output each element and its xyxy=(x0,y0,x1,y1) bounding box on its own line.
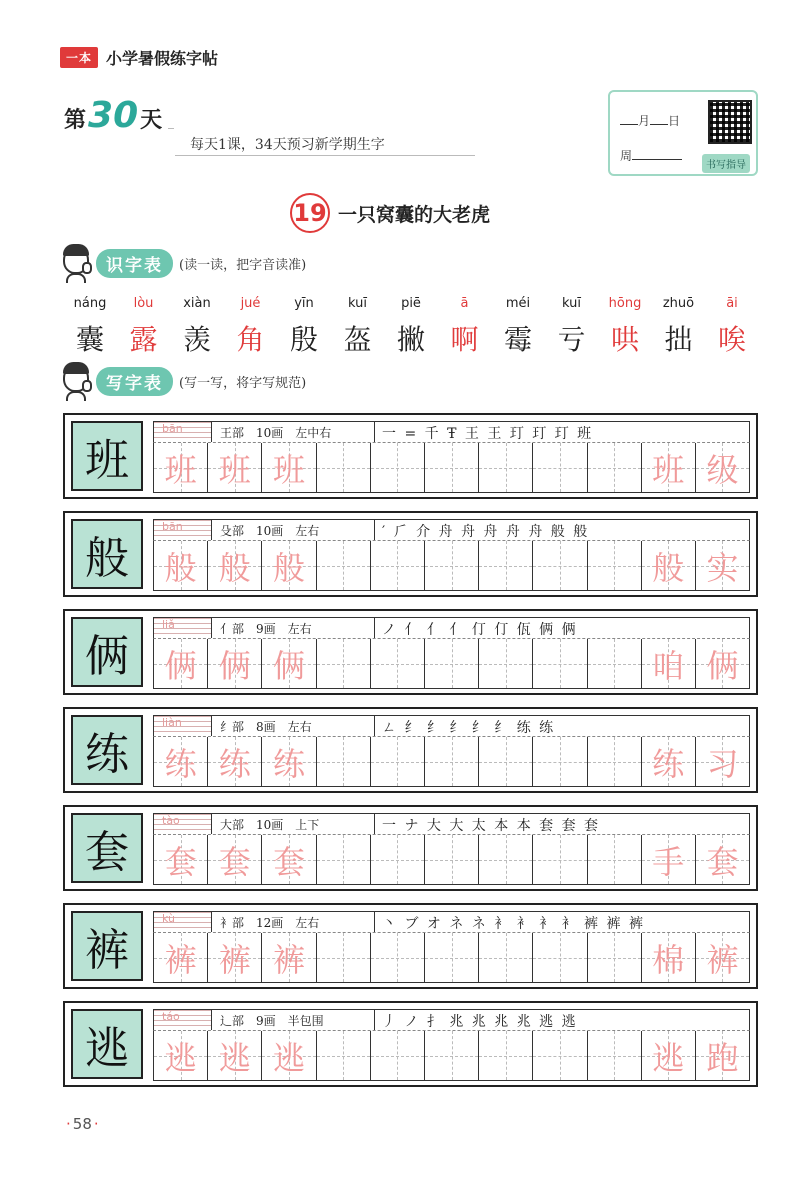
pinyin-box xyxy=(154,422,212,442)
radical-strokes-structure: 大部 10画 上下 xyxy=(220,818,320,832)
trace-char: 实 xyxy=(706,548,739,587)
practice-cell[interactable] xyxy=(154,639,208,688)
trace-char: 练 xyxy=(218,744,251,783)
model-char-box xyxy=(71,519,143,589)
trace-char: 班 xyxy=(652,450,685,489)
practice-cell[interactable] xyxy=(371,443,425,492)
trace-char: 跑 xyxy=(706,1038,739,1077)
recognize-char: 露 xyxy=(129,323,158,356)
info-divider xyxy=(374,814,375,834)
practice-cell[interactable] xyxy=(533,835,587,884)
stroke-order: 丶 ブ オ ネ ネ 衤 衤 衤 衤 裤 裤 裤 xyxy=(382,916,645,932)
radical-strokes-structure: 亻部 9画 左右 xyxy=(220,622,312,636)
practice-cell[interactable] xyxy=(371,541,425,590)
trace-char: 俩 xyxy=(706,646,739,685)
model-char-box xyxy=(71,421,143,491)
stroke-order: 一 = 千 Ŧ 王 王 玎 玎 玎 班 xyxy=(382,426,594,442)
trace-char: 套 xyxy=(706,842,739,881)
practice-cell[interactable] xyxy=(371,1031,425,1080)
stroke-order: 丿 ノ 扌 兆 兆 兆 兆 逃 逃 xyxy=(382,1014,578,1030)
practice-cell[interactable] xyxy=(642,541,696,590)
model-char: 班 xyxy=(85,435,129,486)
trace-char: 逃 xyxy=(218,1038,251,1077)
practice-cell[interactable] xyxy=(317,639,371,688)
practice-cell[interactable] xyxy=(533,933,587,982)
writing-kid-icon xyxy=(60,362,94,400)
recognize-item xyxy=(276,296,332,358)
practice-cell[interactable] xyxy=(533,443,587,492)
day-prefix: 第 xyxy=(64,108,87,133)
info-divider xyxy=(374,1010,375,1030)
recognize-item xyxy=(597,296,653,358)
date-month-day xyxy=(620,112,680,129)
date-week: 周 xyxy=(620,149,633,163)
recognize-badge: 识字表 xyxy=(96,249,173,278)
slogan-rule xyxy=(168,128,174,134)
trace-char: 班 xyxy=(272,450,305,489)
practice-cell[interactable] xyxy=(533,639,587,688)
trace-char: 般 xyxy=(272,548,305,587)
practice-cell[interactable] xyxy=(208,541,262,590)
practice-cell[interactable] xyxy=(317,933,371,982)
lesson-number: 19 xyxy=(290,193,330,233)
practice-grid xyxy=(153,737,750,787)
stroke-order: ′ ⺁ 介 舟 舟 舟 舟 舟 般 般 xyxy=(382,524,590,540)
practice-cell[interactable] xyxy=(208,737,262,786)
practice-cell[interactable] xyxy=(317,443,371,492)
practice-cell[interactable] xyxy=(479,541,533,590)
practice-cell[interactable] xyxy=(262,933,316,982)
recognize-char: 盔 xyxy=(343,323,372,356)
recognize-char: 拙 xyxy=(664,323,693,356)
write-row xyxy=(63,1001,758,1087)
pinyin-box xyxy=(154,716,212,736)
pinyin-box xyxy=(154,814,212,834)
practice-cell[interactable] xyxy=(262,443,316,492)
trace-char: 套 xyxy=(164,842,197,881)
info-divider xyxy=(374,618,375,638)
practice-cell[interactable] xyxy=(479,737,533,786)
practice-cell[interactable] xyxy=(154,443,208,492)
practice-cell[interactable] xyxy=(371,737,425,786)
recognize-item xyxy=(62,296,118,358)
date-day: 日 xyxy=(668,114,681,128)
trace-char: 套 xyxy=(272,842,305,881)
practice-cell[interactable] xyxy=(317,541,371,590)
recognize-item xyxy=(544,296,600,358)
trace-char: 裤 xyxy=(164,940,197,979)
practice-cell[interactable] xyxy=(425,835,479,884)
stroke-order: ㄥ 纟 纟 纟 纟 纟 练 练 xyxy=(382,720,556,736)
char-pinyin: bān xyxy=(162,422,183,435)
recognize-pinyin: hōng xyxy=(608,296,642,311)
recognize-pinyin: zhuō xyxy=(662,296,695,311)
practice-cell[interactable] xyxy=(588,737,642,786)
write-row xyxy=(63,609,758,695)
practice-cell[interactable] xyxy=(696,1031,749,1080)
practice-cell[interactable] xyxy=(208,639,262,688)
practice-cell[interactable] xyxy=(588,443,642,492)
recognize-pinyin: piē xyxy=(401,296,421,311)
practice-cell[interactable] xyxy=(371,933,425,982)
practice-cell[interactable] xyxy=(696,737,749,786)
trace-char: 裤 xyxy=(218,940,251,979)
recognize-item xyxy=(169,296,225,358)
practice-cell[interactable] xyxy=(642,443,696,492)
practice-cell[interactable] xyxy=(262,835,316,884)
recognize-pinyin: yīn xyxy=(294,296,314,311)
write-row xyxy=(63,903,758,989)
practice-cell[interactable] xyxy=(262,737,316,786)
recognize-char: 哄 xyxy=(610,323,639,356)
practice-cell[interactable] xyxy=(479,1031,533,1080)
model-char-box xyxy=(71,911,143,981)
practice-cell[interactable] xyxy=(696,443,749,492)
practice-cell[interactable] xyxy=(479,639,533,688)
char-pinyin: liǎ xyxy=(162,618,175,631)
practice-cell[interactable] xyxy=(425,737,479,786)
practice-cell[interactable] xyxy=(642,933,696,982)
recognize-char: 殷 xyxy=(289,323,318,356)
slogan: 每天1课，34天预习新学期生字 xyxy=(175,130,475,156)
practice-cell[interactable] xyxy=(642,737,696,786)
practice-cell[interactable] xyxy=(696,933,749,982)
write-row xyxy=(63,707,758,793)
practice-cell[interactable] xyxy=(208,443,262,492)
info-divider xyxy=(374,716,375,736)
brand xyxy=(60,46,218,69)
trace-char: 般 xyxy=(652,548,685,587)
char-pinyin: táo xyxy=(162,1010,180,1023)
practice-cell[interactable] xyxy=(262,1031,316,1080)
practice-cell[interactable] xyxy=(154,1031,208,1080)
recognize-char: 羡 xyxy=(182,323,211,356)
radical-strokes-structure: 王部 10画 左中右 xyxy=(220,426,332,440)
trace-char: 逃 xyxy=(272,1038,305,1077)
practice-cell[interactable] xyxy=(262,541,316,590)
practice-cell[interactable] xyxy=(696,639,749,688)
model-char: 逃 xyxy=(85,1023,129,1074)
practice-cell[interactable] xyxy=(533,1031,587,1080)
trace-char: 逃 xyxy=(652,1038,685,1077)
write-section-head xyxy=(60,362,306,400)
practice-cell[interactable] xyxy=(533,541,587,590)
day-number: 30 xyxy=(88,95,139,136)
day-suffix: 天 xyxy=(140,108,163,133)
brand-title: 小学暑假练字帖 xyxy=(106,49,219,68)
recognize-list xyxy=(62,296,762,360)
trace-char: 俩 xyxy=(164,646,197,685)
practice-cell[interactable] xyxy=(425,933,479,982)
recognize-section-head xyxy=(60,244,306,282)
write-row xyxy=(63,511,758,597)
practice-grid xyxy=(153,1031,750,1081)
trace-char: 俩 xyxy=(218,646,251,685)
recognize-char: 啊 xyxy=(450,323,479,356)
model-char: 裤 xyxy=(85,925,129,976)
practice-cell[interactable] xyxy=(588,835,642,884)
reading-kid-icon xyxy=(60,244,94,282)
model-char: 套 xyxy=(85,827,129,878)
practice-grid xyxy=(153,443,750,493)
radical-strokes-structure: 辶部 9画 半包围 xyxy=(220,1014,324,1028)
trace-char: 俩 xyxy=(272,646,305,685)
char-info xyxy=(153,911,750,933)
info-divider xyxy=(374,422,375,442)
trace-char: 班 xyxy=(164,450,197,489)
trace-char: 手 xyxy=(652,842,685,881)
char-info xyxy=(153,617,750,639)
char-pinyin: tào xyxy=(162,814,180,827)
practice-cell[interactable] xyxy=(588,639,642,688)
practice-cell[interactable] xyxy=(262,639,316,688)
recognize-note: (读一读，把字音读准) xyxy=(179,257,307,273)
radical-strokes-structure: 纟部 8画 左右 xyxy=(220,720,312,734)
practice-cell[interactable] xyxy=(696,835,749,884)
lesson-heading xyxy=(290,193,490,233)
recognize-item xyxy=(437,296,493,358)
recognize-pinyin: lòu xyxy=(133,296,154,311)
write-note: (写一写，将字写规范) xyxy=(179,375,307,391)
brand-tag: 一本 xyxy=(60,47,98,68)
trace-char: 练 xyxy=(272,744,305,783)
recognize-pinyin: jué xyxy=(240,296,261,311)
practice-cell[interactable] xyxy=(642,1031,696,1080)
recognize-item xyxy=(490,296,546,358)
char-info xyxy=(153,519,750,541)
model-char: 般 xyxy=(85,533,129,584)
trace-char: 练 xyxy=(652,744,685,783)
practice-cell[interactable] xyxy=(154,541,208,590)
practice-cell[interactable] xyxy=(317,1031,371,1080)
recognize-char: 囊 xyxy=(75,323,104,356)
info-divider xyxy=(374,520,375,540)
trace-char: 裤 xyxy=(272,940,305,979)
model-char: 俩 xyxy=(85,631,129,682)
char-pinyin: kù xyxy=(162,912,176,925)
recognize-item xyxy=(383,296,439,358)
char-info xyxy=(153,813,750,835)
recognize-item xyxy=(651,296,707,358)
recognize-item xyxy=(223,296,279,358)
stroke-order: 一 ナ 大 大 太 本 本 套 套 套 xyxy=(382,818,601,834)
practice-cell[interactable] xyxy=(479,933,533,982)
model-char-box xyxy=(71,617,143,687)
recognize-char: 角 xyxy=(236,323,265,356)
practice-cell[interactable] xyxy=(479,835,533,884)
pinyin-box xyxy=(154,520,212,540)
practice-cell[interactable] xyxy=(425,639,479,688)
practice-cell[interactable] xyxy=(317,835,371,884)
recognize-pinyin: méi xyxy=(505,296,531,311)
practice-cell[interactable] xyxy=(317,737,371,786)
recognize-char: 撇 xyxy=(396,323,425,356)
date-week-line xyxy=(620,147,682,164)
recognize-pinyin: náng xyxy=(73,296,107,311)
char-info xyxy=(153,421,750,443)
practice-cell[interactable] xyxy=(425,541,479,590)
practice-cell[interactable] xyxy=(154,933,208,982)
recognize-char: 亏 xyxy=(557,323,586,356)
recognize-item xyxy=(704,296,760,358)
practice-cell[interactable] xyxy=(588,541,642,590)
trace-char: 棉 xyxy=(652,940,685,979)
date-month: 月 xyxy=(638,114,651,128)
qr-code-icon[interactable] xyxy=(708,100,752,144)
recognize-pinyin: kuī xyxy=(348,296,367,311)
practice-cell[interactable] xyxy=(479,443,533,492)
model-char: 练 xyxy=(85,729,129,780)
trace-char: 般 xyxy=(218,548,251,587)
practice-cell[interactable] xyxy=(425,443,479,492)
trace-char: 逃 xyxy=(164,1038,197,1077)
practice-grid xyxy=(153,835,750,885)
pinyin-box xyxy=(154,618,212,638)
recognize-pinyin: āi xyxy=(726,296,738,311)
practice-cell[interactable] xyxy=(588,1031,642,1080)
practice-cell[interactable] xyxy=(425,1031,479,1080)
radical-strokes-structure: 衤部 12画 左右 xyxy=(220,916,320,930)
recognize-char: 唉 xyxy=(717,323,746,356)
char-pinyin: liàn xyxy=(162,716,182,729)
practice-cell[interactable] xyxy=(371,639,425,688)
page-number: · 58 · xyxy=(64,1115,101,1133)
write-row xyxy=(63,805,758,891)
qr-label: 书写指导 xyxy=(702,154,750,173)
practice-grid xyxy=(153,541,750,591)
practice-cell[interactable] xyxy=(642,835,696,884)
pinyin-box xyxy=(154,1010,212,1030)
practice-cell[interactable] xyxy=(208,933,262,982)
trace-char: 套 xyxy=(218,842,251,881)
char-info xyxy=(153,1009,750,1031)
practice-cell[interactable] xyxy=(208,835,262,884)
practice-cell[interactable] xyxy=(208,1031,262,1080)
write-badge: 写字表 xyxy=(96,367,173,396)
radical-strokes-structure: 殳部 10画 左右 xyxy=(220,524,320,538)
practice-cell[interactable] xyxy=(588,933,642,982)
recognize-char: 霉 xyxy=(503,323,532,356)
recognize-item xyxy=(330,296,386,358)
char-info xyxy=(153,715,750,737)
trace-char: 习 xyxy=(706,744,739,783)
recognize-item xyxy=(116,296,172,358)
info-divider xyxy=(374,912,375,932)
lesson-title: 一只窝囊的大老虎 xyxy=(338,203,491,226)
practice-grid xyxy=(153,933,750,983)
recognize-pinyin: xiàn xyxy=(183,296,211,311)
practice-cell[interactable] xyxy=(371,835,425,884)
practice-grid xyxy=(153,639,750,689)
model-char-box xyxy=(71,813,143,883)
model-char-box xyxy=(71,715,143,785)
practice-cell[interactable] xyxy=(154,835,208,884)
trace-char: 班 xyxy=(218,450,251,489)
practice-cell[interactable] xyxy=(696,541,749,590)
trace-char: 级 xyxy=(706,450,739,489)
char-pinyin: bān xyxy=(162,520,183,533)
date-box xyxy=(608,90,758,176)
trace-char: 裤 xyxy=(706,940,739,979)
practice-cell[interactable] xyxy=(533,737,587,786)
practice-cell[interactable] xyxy=(154,737,208,786)
trace-char: 练 xyxy=(164,744,197,783)
recognize-pinyin: ā xyxy=(460,296,469,311)
stroke-order: ノ 亻 亻 亻 仃 仃 佤 俩 俩 xyxy=(382,622,578,638)
day-heading xyxy=(64,95,162,136)
practice-cell[interactable] xyxy=(642,639,696,688)
write-row xyxy=(63,413,758,499)
pinyin-box xyxy=(154,912,212,932)
trace-char: 咱 xyxy=(652,646,685,685)
model-char-box xyxy=(71,1009,143,1079)
recognize-pinyin: kuī xyxy=(562,296,581,311)
trace-char: 般 xyxy=(164,548,197,587)
